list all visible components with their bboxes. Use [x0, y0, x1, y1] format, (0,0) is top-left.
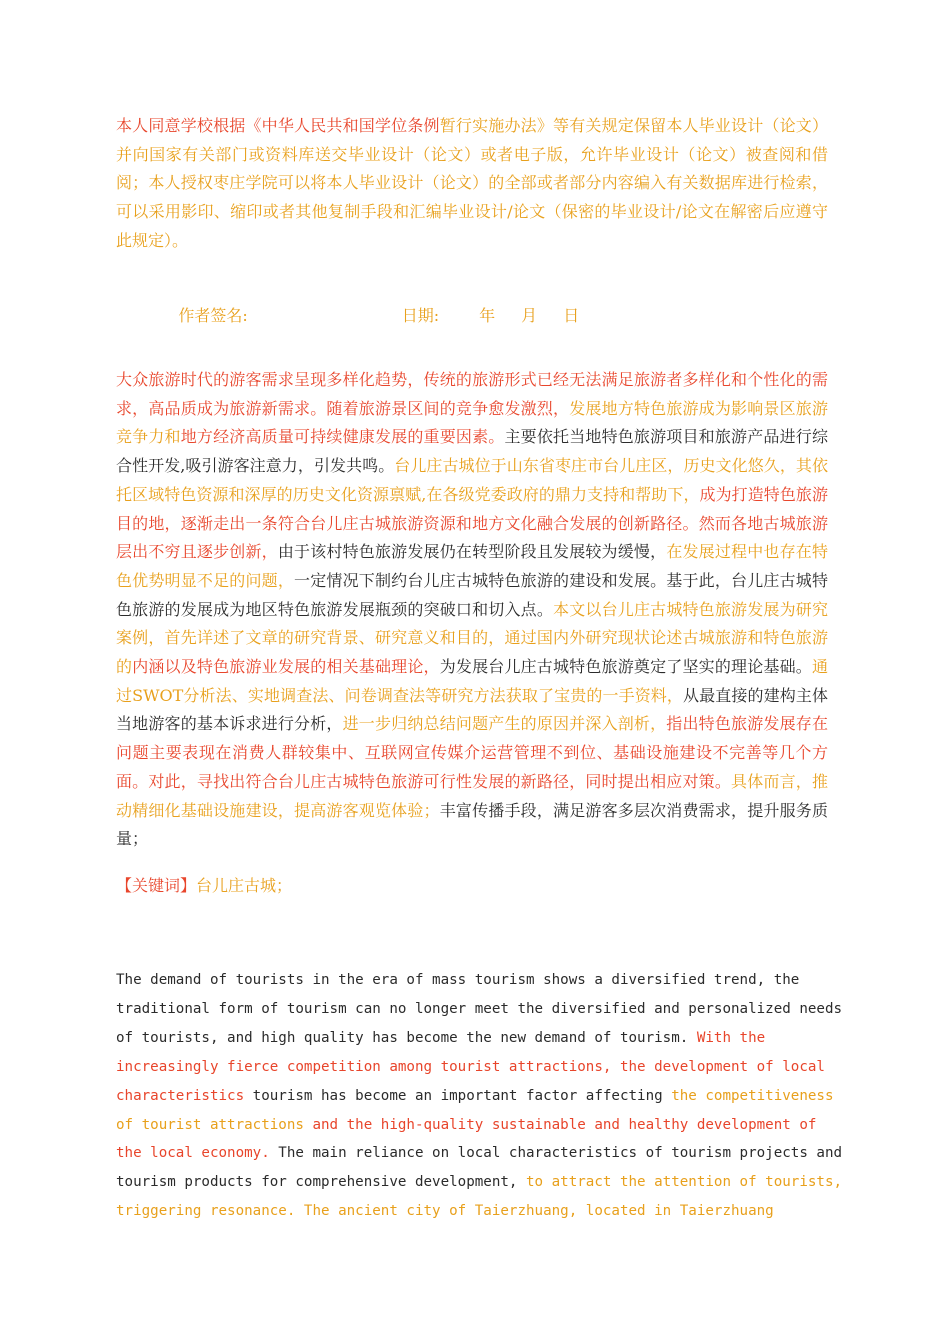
- text-run: 通过SWOT分析法、实地调查法、问卷调查法等研究方法获取了宝贵的一手资料，: [116, 657, 828, 705]
- english-line: [116, 1197, 830, 1226]
- text-run: 本文以台儿庄古城特色旅游发展为研究案例，首先详述了文章的研究背景、研究意义和目的，: [116, 599, 828, 648]
- english-line: [116, 966, 830, 995]
- english-line: [116, 1168, 843, 1197]
- english-abstract: [116, 966, 843, 1226]
- chinese-abstract: [116, 366, 828, 854]
- text-run: 台儿庄古城位于山东省枣庄市台儿庄区，历史文化悠久，其依托区域特色资源和深厚的历史文化资源禀赋,: [116, 456, 828, 504]
- text-run: to attract the attention of tourists,: [526, 1174, 843, 1191]
- text-run: 暂行实施办法》等有关规定保留本人毕业设计（论文）并向国家有关部门或资料库送交毕业设计（论文）或者电子版，允许毕业设计（论文）被查阅和借阅；本人授权枣庄学院可以将本人毕业设计（论文）的全部或者部分内容编入有关数据库进行检索，可以采用影印、缩印或者其他复制手段和汇编毕业设计/论文（保密的毕业设计/论文在解密后应遵守此规定）。: [116, 116, 828, 250]
- text-run: tourism products for comprehensive development,: [116, 1174, 526, 1191]
- text-run: 进一步归纳总结问题产生的原因并深入剖析，: [342, 714, 667, 734]
- text-run: 主要依托当地特色旅游项目和旅游产品进行综合性开发,吸引游客注意力，引发共鸣。: [116, 427, 828, 476]
- month-label: 月: [521, 306, 538, 325]
- text-run: 发展地方特色旅游成为影响景区旅游竞争力和: [116, 398, 828, 447]
- text-run: traditional form of tourism can no longer meet the diversified and personalized needs: [116, 1000, 843, 1017]
- text-run: The main reliance on local characteristics of tourism projects and: [269, 1145, 843, 1162]
- text-run: 台儿庄古城；: [196, 876, 293, 895]
- text-run: triggering resonance. The ancient city of Taierzhuang, located in Taierzhuang: [116, 1203, 774, 1220]
- day-label: 日: [563, 306, 580, 325]
- text-run: 从最直接的建构主体当地游客的基本诉求进行分析，: [116, 685, 828, 734]
- text-run: 在各级党委政府的鼎力支持和帮助下，: [426, 484, 700, 504]
- text-run: 指出特色旅游发展存在问题主要表现在消费人群较集中、互联网宣传媒介运营管理不到位、基础设施建设不完善等几个方面。对此，寻找出符合台儿庄古城特色旅游可行性发展的新路径，同时提出相应对策。: [116, 714, 828, 791]
- english-line: [116, 995, 843, 1024]
- text-run: 由于该村特色旅游发展仍在转型阶段且发展较为缓慢，: [277, 542, 667, 562]
- english-line: [116, 1082, 834, 1111]
- keywords-line: [116, 872, 292, 900]
- date-label: 日期:: [401, 306, 440, 325]
- text-run: of tourists, and high quality has become the new demand of tourism.: [116, 1029, 697, 1046]
- text-run: With the: [696, 1029, 766, 1046]
- english-line: [116, 1024, 830, 1053]
- text-run: 成为打造特色旅游目的地，逐渐走出一条符合台儿庄古城旅游资源和地方文化融合发展的创新路径。: [116, 484, 828, 533]
- text-run: and the high-quality sustainable and healthy development of: [303, 1116, 817, 1133]
- text-run: characteristics: [116, 1087, 245, 1104]
- english-line: [116, 1053, 830, 1082]
- text-run: the competitiveness: [671, 1087, 834, 1104]
- signature-line: [158, 274, 579, 358]
- english-line: [116, 1139, 843, 1168]
- text-run: the local economy.: [116, 1145, 270, 1162]
- text-run: 【关键词】: [116, 876, 197, 895]
- text-run: increasingly fierce competition among tourist attractions, the development of local: [116, 1058, 825, 1075]
- text-run: 为发展台儿庄古城特色旅游奠定了坚实的理论基础。: [439, 657, 812, 677]
- text-run: 内涵以及特色旅游业发展的相关基础理论，: [132, 657, 440, 677]
- text-run: 大众旅游时代的游客需求呈现多样化趋势，传统的旅游形式已经无法满足旅游者多样化和个性化的需求，高品质成为旅游新需求。随着旅游景区间的竞争愈发激烈，: [116, 370, 828, 418]
- text-run: 丰富传播手段，满足游客多层次消费需求，提升服务质量；: [116, 800, 828, 849]
- text-run: 在发展过程中也存在特色优势明显不足的问题，: [116, 542, 828, 590]
- text-run: 地方经济高质量可持续健康发展的重要因素。: [180, 427, 505, 447]
- authorization-declaration: [116, 112, 828, 256]
- text-run: 具体而言，推动精细化基础设施建设，提高游客观览体验；: [116, 771, 828, 820]
- text-run: of tourist attractions: [116, 1116, 304, 1133]
- english-line: [116, 1111, 830, 1140]
- text-run: tourism has become an important factor affecting: [244, 1087, 672, 1104]
- text-run: 一定情况下制约台儿庄古城特色旅游的建设和发展。基于此，台儿庄古城特色旅游的发展成为地区特色旅游发展瓶颈的突破口和切入点。: [116, 570, 828, 619]
- text-run: 本人同意学校根据《中华人民共和国学位条例: [116, 116, 440, 135]
- year-label: 年: [479, 306, 496, 325]
- text-run: 然而各地古城旅游层出不穷且逐步创新，: [116, 513, 828, 562]
- text-run: The demand of tourists in the era of mass tourism shows a diversified trend, the: [116, 972, 800, 988]
- text-run: 通过国内外研究现状论述古城旅游和特色旅游的: [116, 628, 828, 677]
- author-signature-label: 作者签名:: [178, 306, 248, 325]
